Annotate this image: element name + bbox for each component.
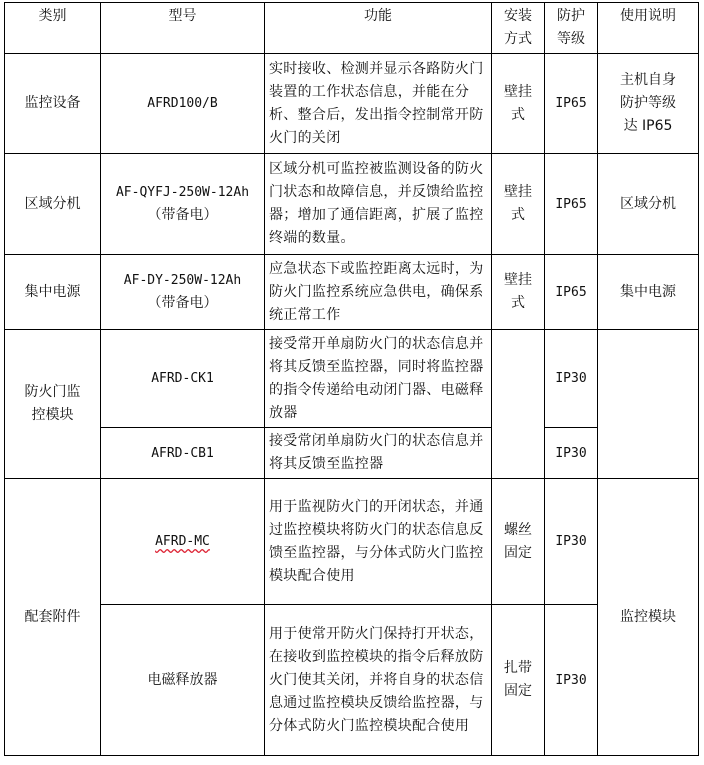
cell-protection: IP30 [545, 330, 598, 428]
cell-category: 监控设备 [5, 54, 101, 154]
cell-function: 应急状态下或监控距离太远时，为防火门监控系统应急供电，确保系统正常工作 [265, 255, 492, 330]
cell-category: 防火门监 控模块 [5, 330, 101, 479]
cell-model: AFRD100/B [101, 54, 265, 154]
cell-install: 扎带 固定 [492, 605, 545, 756]
cell-model: 电磁释放器 [101, 605, 265, 756]
cell-model: AFRD-CB1 [101, 428, 265, 479]
table-row [5, 255, 699, 330]
cell-protection: IP65 [545, 54, 598, 154]
cell-model: AFRD-CK1 [101, 330, 265, 428]
cell-function: 实时接收、检测并显示各路防火门装置的工作状态信息，并能在分析、整合后，发出指令控制常开防火门的关闭 [265, 54, 492, 154]
cell-protection: IP30 [545, 428, 598, 479]
header-usage: 使用说明 [598, 3, 699, 54]
header-model: 型号 [101, 3, 265, 54]
cell-usage: 监控模块 [598, 479, 699, 756]
table-row [5, 54, 699, 154]
cell-install-empty [492, 330, 545, 479]
cell-category: 区域分机 [5, 154, 101, 255]
cell-category: 集中电源 [5, 255, 101, 330]
cell-function: 用于监视防火门的开闭状态，并通过监控模块将防火门的状态信息反馈至监控器，与分体式防火门监控模块配合使用 [265, 479, 492, 605]
cell-function: 用于使常开防火门保持打开状态，在接收到监控模块的指令后释放防火门使其关闭，并将自身的状态信息通过监控模块反馈给监控器，与分体式防火门监控模块配合使用 [265, 605, 492, 756]
product-spec-table [4, 2, 699, 756]
header-row [5, 3, 699, 54]
cell-usage: 集中电源 [598, 255, 699, 330]
cell-function: 接受常开单扇防火门的状态信息并将其反馈至监控器，同时将监控器的指令传递给电动闭门器、电磁释放器 [265, 330, 492, 428]
cell-usage-empty [598, 330, 699, 479]
cell-install: 壁挂 式 [492, 54, 545, 154]
cell-model: AF-QYFJ-250W-12Ah （带备电） [101, 154, 265, 255]
cell-usage: 区域分机 [598, 154, 699, 255]
cell-model: AF-DY-250W-12Ah （带备电） [101, 255, 265, 330]
table-row [5, 330, 699, 428]
cell-model: AFRD-MC [101, 479, 265, 605]
cell-function: 接受常闭单扇防火门的状态信息并将其反馈至监控器 [265, 428, 492, 479]
table-row [5, 428, 699, 479]
table-row [5, 479, 699, 605]
cell-install: 壁挂 式 [492, 154, 545, 255]
cell-protection: IP65 [545, 154, 598, 255]
header-category: 类别 [5, 3, 101, 54]
cell-protection: IP30 [545, 479, 598, 605]
table-row [5, 154, 699, 255]
cell-install: 壁挂 式 [492, 255, 545, 330]
cell-install: 螺丝 固定 [492, 479, 545, 605]
table-row [5, 605, 699, 756]
cell-protection: IP65 [545, 255, 598, 330]
header-install: 安装 方式 [492, 3, 545, 54]
cell-protection: IP30 [545, 605, 598, 756]
cell-category: 配套附件 [5, 479, 101, 756]
header-protection: 防护 等级 [545, 3, 598, 54]
header-function: 功能 [265, 3, 492, 54]
cell-usage: 主机自身 防护等级 达 IP65 [598, 54, 699, 154]
cell-function: 区域分机可监控被监测设备的防火门状态和故障信息，并反馈给监控器；增加了通信距离，扩展了监控终端的数量。 [265, 154, 492, 255]
